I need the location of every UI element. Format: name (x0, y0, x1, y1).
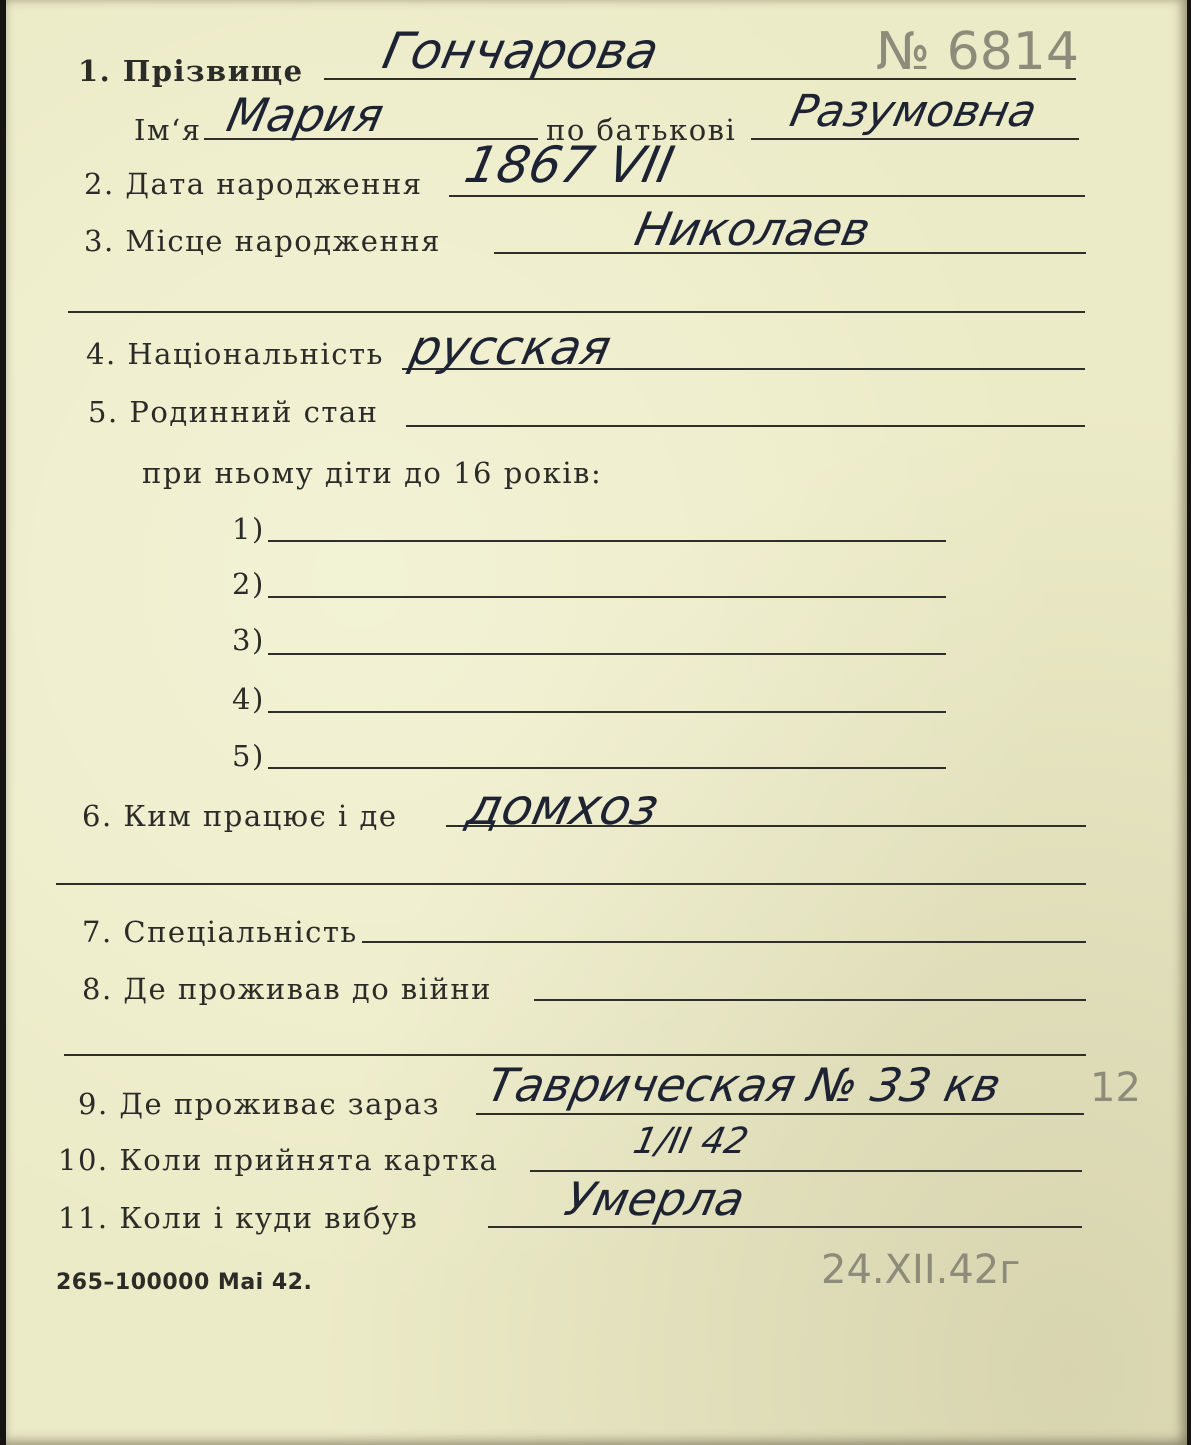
child-3-line (268, 653, 946, 655)
name-label: Ім‘я (134, 113, 202, 147)
nationality-label: 4. Національність (86, 337, 384, 371)
left-line (488, 1226, 1082, 1228)
prewar-extra-line (64, 1054, 1086, 1056)
child-2-line (268, 596, 946, 598)
patronymic-line (751, 138, 1079, 140)
left-value: Умерла (560, 1172, 750, 1226)
work-label: 6. Ким працює і де (82, 799, 398, 833)
child-4-label: 4) (232, 682, 265, 716)
birth-date-line (449, 195, 1085, 197)
prewar-label: 8. Де проживав до війни (82, 972, 492, 1006)
patronymic-label: по батькові (546, 113, 737, 147)
child-1-line (268, 540, 946, 542)
birth-date-value: 1867 VII (459, 136, 680, 194)
birth-place-extra-line (68, 311, 1085, 313)
surname-value: Гончарова (377, 22, 664, 80)
birth-date-label: 2. Дата народження (84, 167, 423, 201)
card-issued-value: 1/II 42 (629, 1121, 752, 1162)
patronymic-value: Разумовна (785, 86, 1042, 137)
nationality-value: русская (405, 320, 616, 376)
current-value: Таврическая № 33 кв (482, 1058, 1006, 1112)
registration-card (6, 0, 1187, 1445)
child-5-label: 5) (232, 739, 265, 773)
child-3-label: 3) (232, 623, 265, 657)
child-2-label: 2) (232, 567, 265, 601)
child-4-line (268, 711, 946, 713)
work-extra-line (56, 883, 1086, 885)
card-issued-label: 10. Коли прийнята картка (58, 1143, 499, 1177)
current-line (476, 1113, 1084, 1115)
birth-place-label: 3. Місце народження (84, 224, 441, 258)
card-number: № 6814 (876, 22, 1079, 82)
name-value: Мария (222, 88, 389, 142)
child-5-line (268, 767, 946, 769)
work-value: домхоз (461, 778, 664, 836)
prewar-line (534, 999, 1086, 1001)
children-label: при ньому діти до 16 років: (142, 456, 603, 490)
marital-label: 5. Родинний стан (88, 395, 379, 429)
left-label: 11. Коли і куди вибув (58, 1201, 419, 1235)
left-date: 24.XII.42г (821, 1247, 1021, 1293)
current-apartment: 12 (1090, 1065, 1141, 1111)
printer-imprint: 265–100000 Mai 42. (56, 1270, 313, 1295)
specialty-label: 7. Спеціальність (82, 915, 358, 949)
birth-place-value: Николаев (630, 202, 876, 256)
current-label: 9. Де проживає зараз (78, 1087, 441, 1121)
surname-label: 1. Прізвище (78, 54, 304, 88)
child-1-label: 1) (232, 512, 265, 546)
specialty-line (362, 941, 1086, 943)
marital-line (406, 425, 1085, 427)
